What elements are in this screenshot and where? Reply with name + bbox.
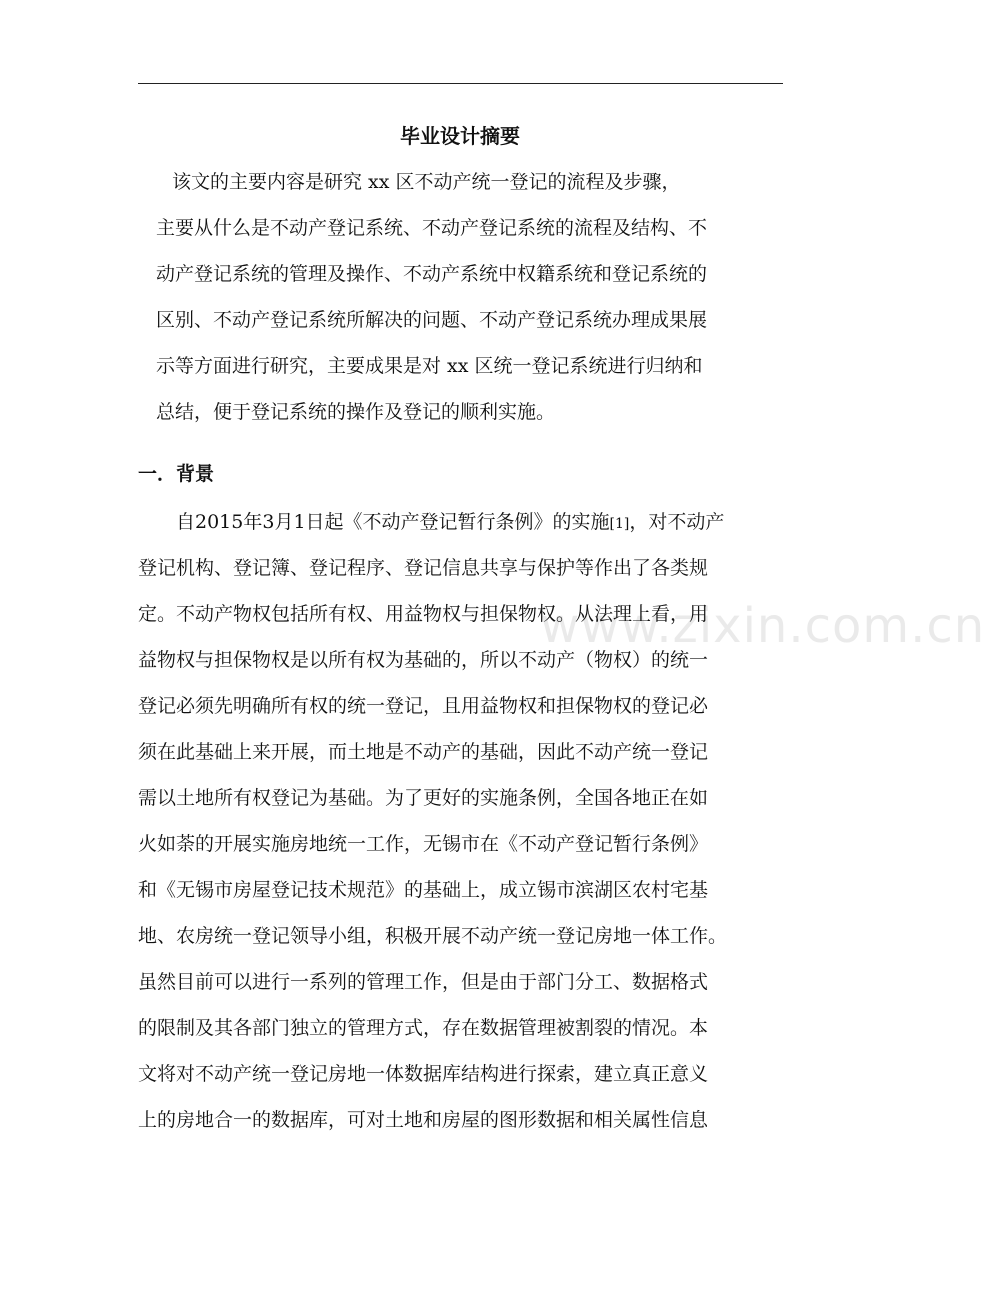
- section-heading: 一．背景: [138, 463, 215, 485]
- abstract-line: 该文的主要内容是研究 xx 区不动产统一登记的流程及步骤，: [172, 171, 681, 193]
- background-line: 的限制及其各部门独立的管理方式，存在数据管理被割裂的情况。本: [138, 1017, 709, 1039]
- watermark: www.zixin.com.cn: [540, 598, 985, 654]
- background-line: 定。不动产物权包括所有权、用益物权与担保物权。从法理上看，用: [138, 603, 709, 625]
- background-text: 自2015年3月1日起《不动产登记暂行条例》的实施: [176, 511, 610, 533]
- header-rule: [138, 83, 783, 84]
- background-line: 火如荼的开展实施房地统一工作，无锡市在《不动产登记暂行条例》: [138, 833, 709, 855]
- background-line: 文将对不动产统一登记房地一体数据库结构进行探索，建立真正意义: [138, 1063, 709, 1085]
- background-line: 和《无锡市房屋登记技术规范》的基础上，成立锡市滨湖区农村宅基: [138, 879, 709, 901]
- background-line: 须在此基础上来开展，而土地是不动产的基础，因此不动产统一登记: [138, 741, 709, 763]
- background-line: 上的房地合一的数据库，可对土地和房屋的图形数据和相关属性信息: [138, 1109, 709, 1131]
- abstract-line: 示等方面进行研究，主要成果是对 xx 区统一登记系统进行归纳和: [156, 355, 703, 377]
- background-line: 地、农房统一登记领导小组，积极开展不动产统一登记房地一体工作。: [138, 925, 728, 947]
- background-line: 登记机构、登记簿、登记程序、登记信息共享与保护等作出了各类规: [138, 557, 709, 579]
- background-line: 虽然目前可以进行一系列的管理工作，但是由于部门分工、数据格式: [138, 971, 709, 993]
- page-title: 毕业设计摘要: [400, 124, 520, 148]
- background-line: 益物权与担保物权是以所有权为基础的，所以不动产（物权）的统一: [138, 649, 709, 671]
- abstract-line: 主要从什么是不动产登记系统、不动产登记系统的流程及结构、不: [156, 217, 708, 239]
- abstract-line: 区别、不动产登记系统所解决的问题、不动产登记系统办理成果展: [156, 309, 708, 331]
- background-line-first: [176, 504, 724, 542]
- background-line: 登记必须先明确所有权的统一登记，且用益物权和担保物权的登记必: [138, 695, 709, 717]
- abstract-line: 总结，便于登记系统的操作及登记的顺利实施。: [156, 401, 556, 423]
- background-line: 需以土地所有权登记为基础。为了更好的实施条例，全国各地正在如: [138, 787, 709, 809]
- abstract-line: 动产登记系统的管理及操作、不动产系统中权籍系统和登记系统的: [156, 263, 708, 285]
- background-text: ，对不动产: [629, 511, 725, 533]
- citation-ref: [1]: [609, 516, 630, 532]
